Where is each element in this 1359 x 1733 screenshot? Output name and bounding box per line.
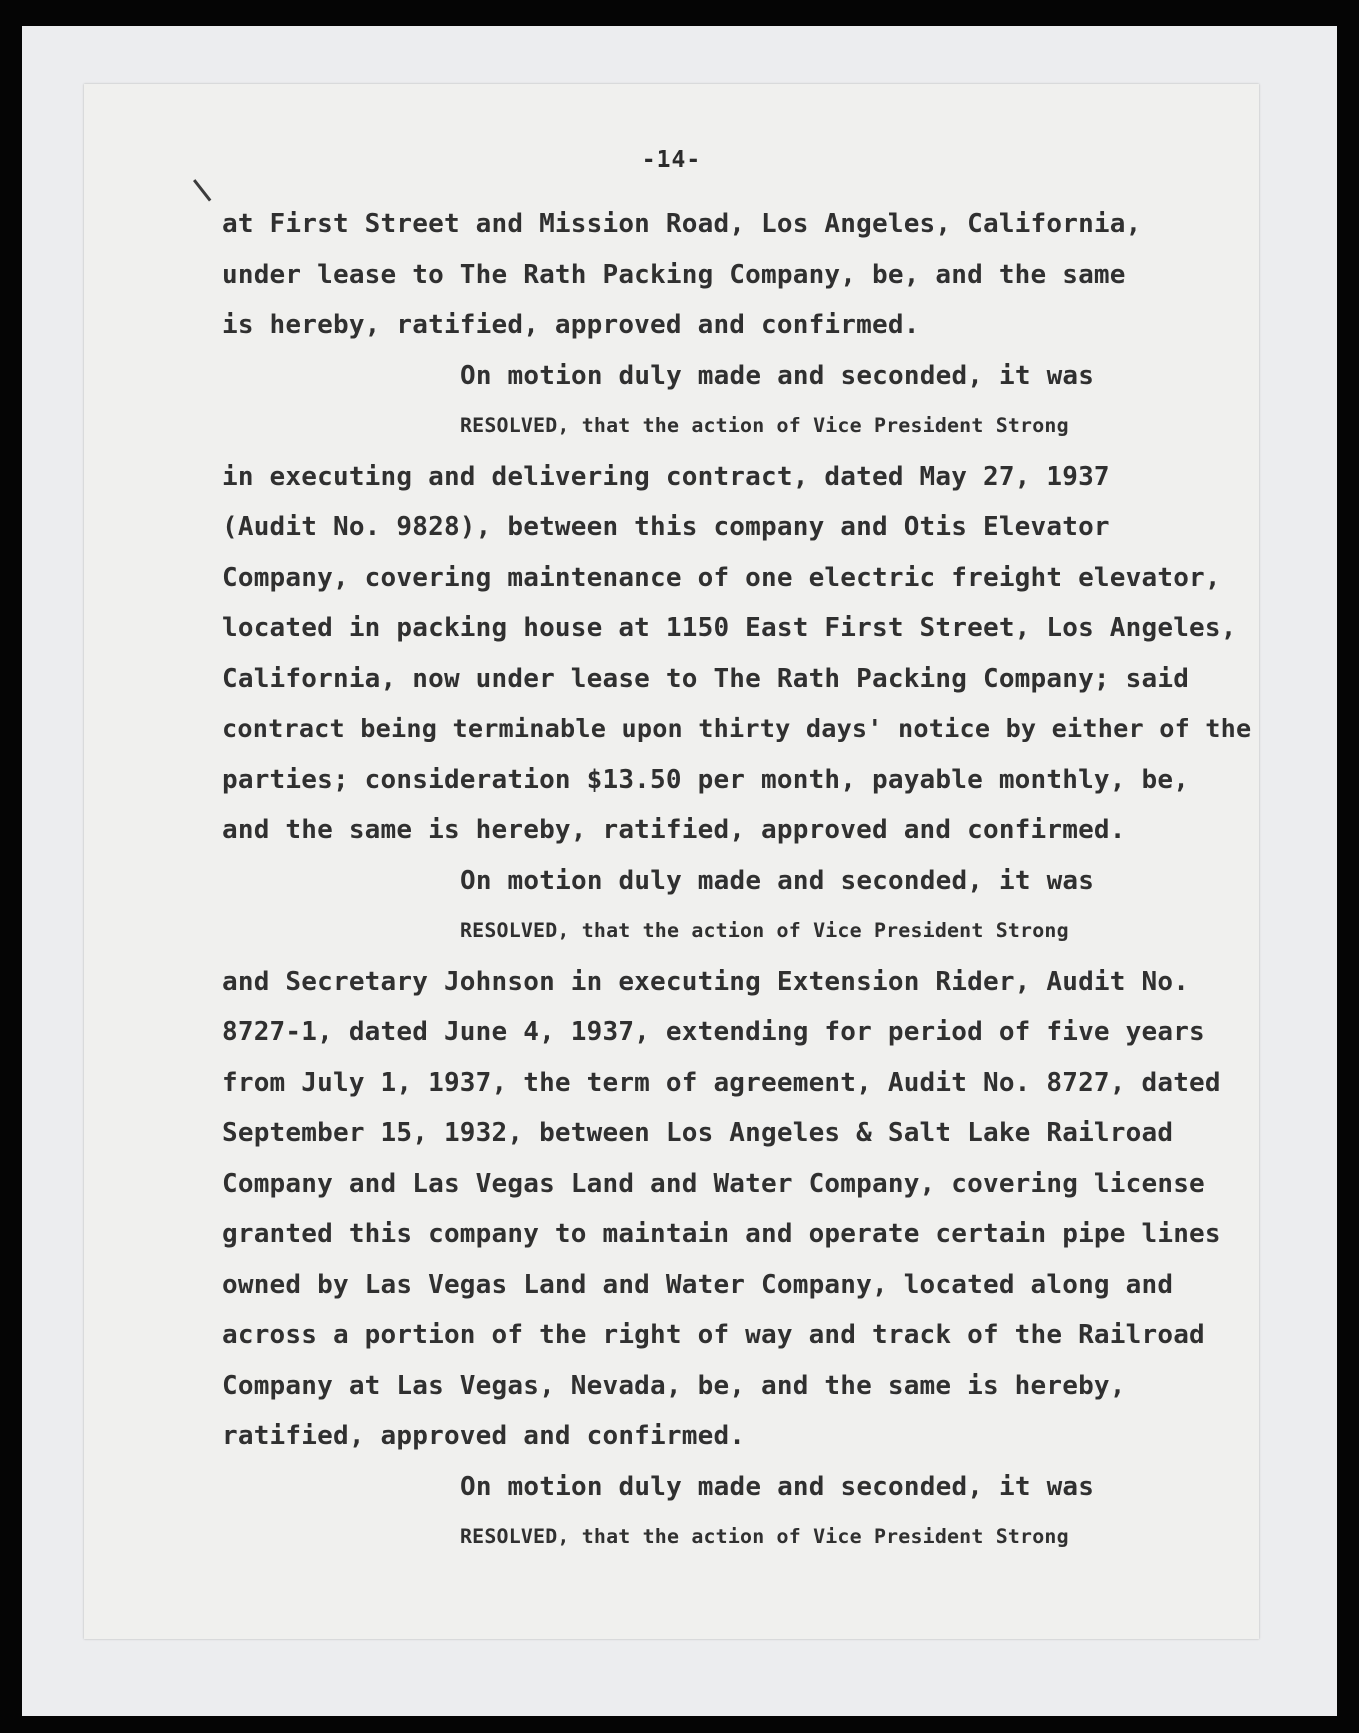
text-line: 8727-1, dated June 4, 1937, extending for period of five years xyxy=(222,1017,1205,1047)
text-line: parties; consideration $13.50 per month, payable monthly, be, xyxy=(222,764,1190,795)
text-line: granted this company to maintain and operate certain pipe lines xyxy=(222,1219,1221,1249)
text-line: On motion duly made and seconded, it was xyxy=(460,1471,1095,1502)
document-page xyxy=(84,84,1259,1639)
text-line: from July 1, 1937, the term of agreement, Audit No. 8727, dated xyxy=(222,1067,1221,1098)
text-line: located in packing house at 1150 East First Street, Los Angeles, xyxy=(222,613,1237,643)
text-line: contract being terminable upon thirty days' notice by either of the xyxy=(222,714,1252,743)
text-line: and Secretary Johnson in executing Extension Rider, Audit No. xyxy=(222,966,1190,997)
text-line: California, now under lease to The Rath Packing Company; said xyxy=(222,663,1190,694)
text-line: (Audit No. 9828), between this company and Otis Elevator xyxy=(222,512,1110,542)
text-line: Company at Las Vegas, Nevada, be, and the same is hereby, xyxy=(222,1370,1126,1401)
text-line: On motion duly made and seconded, it was xyxy=(460,360,1095,391)
text-line: under lease to The Rath Packing Company, be, and the same xyxy=(222,259,1126,290)
text-line: across a portion of the right of way and track of the Railroad xyxy=(222,1320,1205,1350)
text-line: Company, covering maintenance of one electric freight elevator, xyxy=(222,562,1221,593)
text-line: ratified, approved and confirmed. xyxy=(222,1421,746,1451)
document-body xyxy=(222,199,1252,1563)
page-number: -14- xyxy=(641,147,702,173)
text-line: RESOLVED, that the action of Vice President Strong xyxy=(460,919,1069,942)
text-line: On motion duly made and seconded, it was xyxy=(460,865,1095,896)
text-line: is hereby, ratified, approved and confirmed. xyxy=(222,310,920,340)
text-line: September 15, 1932, between Los Angeles & Salt Lake Railroad xyxy=(222,1118,1174,1148)
text-line: at First Street and Mission Road, Los Angeles, California, xyxy=(222,209,1142,239)
text-line: and the same is hereby, ratified, approved and confirmed. xyxy=(222,815,1126,845)
text-line: RESOLVED, that the action of Vice President Strong xyxy=(460,1525,1069,1548)
text-line: Company and Las Vegas Land and Water Company, covering license xyxy=(222,1168,1205,1199)
text-line: owned by Las Vegas Land and Water Company, located along and xyxy=(222,1269,1174,1300)
text-line: in executing and delivering contract, dated May 27, 1937 xyxy=(222,461,1110,492)
text-line: RESOLVED, that the action of Vice President Strong xyxy=(460,414,1069,437)
